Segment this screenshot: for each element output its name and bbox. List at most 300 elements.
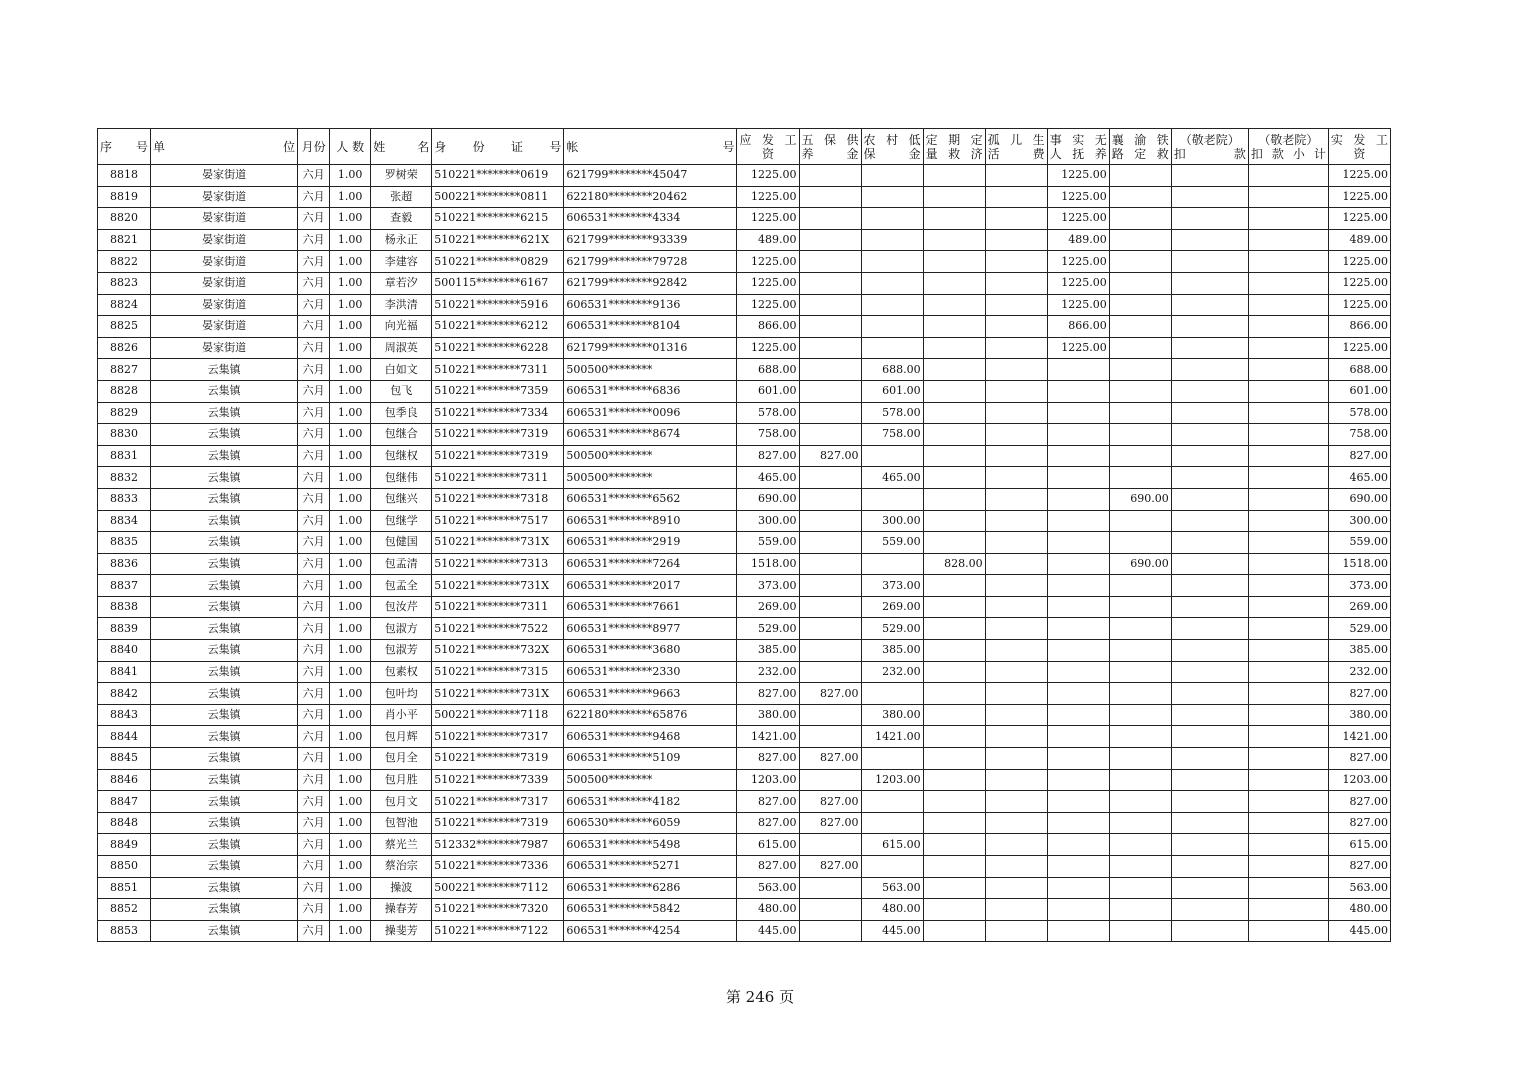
cell-guer — [985, 640, 1047, 662]
cell-unit: 云集镇 — [151, 812, 298, 834]
cell-jly-subtotal — [1248, 402, 1328, 424]
cell-account: 606531********0096 — [564, 402, 737, 424]
cell-month: 六月 — [298, 359, 330, 381]
cell-guer — [985, 683, 1047, 705]
cell-guer — [985, 920, 1047, 942]
cell-unit: 云集镇 — [151, 488, 298, 510]
cell-payable: 688.00 — [737, 359, 799, 381]
cell-jly-subtotal — [1248, 748, 1328, 770]
cell-dibao: 380.00 — [861, 704, 923, 726]
header-name: 姓 名 — [371, 129, 432, 165]
cell-wubao — [799, 294, 861, 316]
table-row — [98, 251, 1391, 273]
cell-xiangyu — [1109, 920, 1171, 942]
cell-id-number: 500221********7118 — [432, 704, 564, 726]
cell-unit: 云集镇 — [151, 877, 298, 899]
header-wubao: 五 保 供 养 金 — [799, 129, 861, 165]
cell-xiangyu — [1109, 769, 1171, 791]
cell-id-number: 510221********732X — [432, 640, 564, 662]
cell-shishi — [1047, 467, 1109, 489]
cell-name: 蔡治宗 — [371, 856, 432, 878]
cell-guer — [985, 229, 1047, 251]
cell-unit: 云集镇 — [151, 424, 298, 446]
header-dingliang: 定 期 定 量 救 济 — [923, 129, 985, 165]
cell-name: 包汝芹 — [371, 596, 432, 618]
cell-shishi: 1225.00 — [1047, 186, 1109, 208]
cell-name: 包智池 — [371, 812, 432, 834]
cell-wubao — [799, 920, 861, 942]
table-row — [98, 748, 1391, 770]
cell-jly-subtotal — [1248, 251, 1328, 273]
cell-month: 六月 — [298, 337, 330, 359]
cell-jly-subtotal — [1248, 229, 1328, 251]
cell-actual: 1225.00 — [1328, 337, 1390, 359]
cell-payable: 1225.00 — [737, 186, 799, 208]
cell-jly-deduction — [1171, 553, 1248, 575]
cell-xiangyu — [1109, 575, 1171, 597]
cell-id-number: 510221********0619 — [432, 165, 564, 187]
cell-jly-subtotal — [1248, 704, 1328, 726]
cell-unit: 云集镇 — [151, 920, 298, 942]
cell-payable: 380.00 — [737, 704, 799, 726]
cell-name: 操波 — [371, 877, 432, 899]
cell-month: 六月 — [298, 856, 330, 878]
cell-guer — [985, 165, 1047, 187]
cell-dibao — [861, 186, 923, 208]
cell-month: 六月 — [298, 704, 330, 726]
cell-payable: 563.00 — [737, 877, 799, 899]
cell-xiangyu — [1109, 510, 1171, 532]
cell-count: 1.00 — [330, 899, 371, 921]
cell-account: 606531********5842 — [564, 899, 737, 921]
cell-dingliang — [923, 640, 985, 662]
cell-shishi — [1047, 359, 1109, 381]
cell-wubao — [799, 661, 861, 683]
cell-count: 1.00 — [330, 596, 371, 618]
header-guer: 孤 儿 生 活 费 — [985, 129, 1047, 165]
cell-dibao — [861, 856, 923, 878]
cell-account: 621799********92842 — [564, 272, 737, 294]
cell-month: 六月 — [298, 553, 330, 575]
cell-account: 621799********79728 — [564, 251, 737, 273]
cell-account: 500500******** — [564, 359, 737, 381]
cell-payable: 1203.00 — [737, 769, 799, 791]
table-row — [98, 467, 1391, 489]
cell-dingliang — [923, 812, 985, 834]
cell-guer — [985, 337, 1047, 359]
cell-jly-deduction — [1171, 402, 1248, 424]
cell-account: 606531********9136 — [564, 294, 737, 316]
cell-xiangyu — [1109, 359, 1171, 381]
cell-dingliang — [923, 186, 985, 208]
cell-shishi: 1225.00 — [1047, 294, 1109, 316]
header-id: 身 份 证 号 — [432, 129, 564, 165]
cell-name: 李洪清 — [371, 294, 432, 316]
cell-actual: 373.00 — [1328, 575, 1390, 597]
cell-unit: 云集镇 — [151, 402, 298, 424]
cell-guer — [985, 704, 1047, 726]
cell-wubao: 827.00 — [799, 748, 861, 770]
cell-unit: 晏家街道 — [151, 208, 298, 230]
cell-guer — [985, 316, 1047, 338]
cell-jly-deduction — [1171, 294, 1248, 316]
cell-count: 1.00 — [330, 251, 371, 273]
cell-seq: 8839 — [98, 618, 151, 640]
cell-name: 包健国 — [371, 532, 432, 554]
cell-guer — [985, 380, 1047, 402]
cell-month: 六月 — [298, 640, 330, 662]
cell-count: 1.00 — [330, 618, 371, 640]
cell-actual: 1421.00 — [1328, 726, 1390, 748]
cell-id-number: 510221********7319 — [432, 424, 564, 446]
cell-xiangyu — [1109, 294, 1171, 316]
cell-dibao — [861, 208, 923, 230]
cell-dingliang — [923, 402, 985, 424]
cell-unit: 云集镇 — [151, 359, 298, 381]
cell-unit: 晏家街道 — [151, 186, 298, 208]
cell-count: 1.00 — [330, 553, 371, 575]
cell-actual: 615.00 — [1328, 834, 1390, 856]
cell-unit: 云集镇 — [151, 834, 298, 856]
cell-count: 1.00 — [330, 683, 371, 705]
cell-jly-subtotal — [1248, 553, 1328, 575]
cell-unit: 云集镇 — [151, 380, 298, 402]
cell-shishi — [1047, 920, 1109, 942]
cell-guer — [985, 769, 1047, 791]
cell-dibao: 688.00 — [861, 359, 923, 381]
cell-name: 罗树荣 — [371, 165, 432, 187]
cell-id-number: 510221********6212 — [432, 316, 564, 338]
cell-seq: 8837 — [98, 575, 151, 597]
cell-seq: 8849 — [98, 834, 151, 856]
cell-jly-deduction — [1171, 920, 1248, 942]
cell-shishi — [1047, 748, 1109, 770]
cell-count: 1.00 — [330, 769, 371, 791]
cell-payable: 1225.00 — [737, 165, 799, 187]
cell-dibao: 529.00 — [861, 618, 923, 640]
cell-name: 包孟清 — [371, 553, 432, 575]
cell-seq: 8826 — [98, 337, 151, 359]
header-actual: 实 发 工 资 — [1328, 129, 1390, 165]
cell-name: 包素权 — [371, 661, 432, 683]
cell-count: 1.00 — [330, 186, 371, 208]
cell-name: 张超 — [371, 186, 432, 208]
cell-account: 606531********7661 — [564, 596, 737, 618]
cell-jly-deduction — [1171, 618, 1248, 640]
table-row — [98, 165, 1391, 187]
cell-seq: 8823 — [98, 272, 151, 294]
cell-jly-deduction — [1171, 704, 1248, 726]
cell-id-number: 500221********7112 — [432, 877, 564, 899]
cell-unit: 云集镇 — [151, 575, 298, 597]
cell-shishi: 1225.00 — [1047, 337, 1109, 359]
cell-count: 1.00 — [330, 488, 371, 510]
cell-jly-deduction — [1171, 726, 1248, 748]
cell-jly-deduction — [1171, 445, 1248, 467]
cell-id-number: 510221********7311 — [432, 596, 564, 618]
cell-actual: 1225.00 — [1328, 165, 1390, 187]
cell-wubao — [799, 251, 861, 273]
cell-dingliang — [923, 532, 985, 554]
cell-guer — [985, 661, 1047, 683]
cell-jly-deduction — [1171, 661, 1248, 683]
cell-jly-subtotal — [1248, 186, 1328, 208]
cell-xiangyu — [1109, 596, 1171, 618]
cell-wubao — [799, 316, 861, 338]
cell-jly-subtotal — [1248, 834, 1328, 856]
cell-payable: 1225.00 — [737, 294, 799, 316]
cell-month: 六月 — [298, 920, 330, 942]
cell-jly-subtotal — [1248, 856, 1328, 878]
cell-id-number: 510221********7522 — [432, 618, 564, 640]
cell-count: 1.00 — [330, 704, 371, 726]
cell-dingliang — [923, 661, 985, 683]
cell-wubao — [799, 704, 861, 726]
cell-actual: 559.00 — [1328, 532, 1390, 554]
cell-guer — [985, 402, 1047, 424]
cell-jly-subtotal — [1248, 316, 1328, 338]
cell-account: 606531********8910 — [564, 510, 737, 532]
cell-payable: 1518.00 — [737, 553, 799, 575]
cell-id-number: 510221********7317 — [432, 726, 564, 748]
cell-count: 1.00 — [330, 812, 371, 834]
cell-payable: 1225.00 — [737, 272, 799, 294]
cell-account: 621799********45047 — [564, 165, 737, 187]
cell-guer — [985, 208, 1047, 230]
cell-actual: 1225.00 — [1328, 251, 1390, 273]
cell-dibao: 578.00 — [861, 402, 923, 424]
table-row — [98, 834, 1391, 856]
cell-account: 622180********20462 — [564, 186, 737, 208]
cell-actual: 827.00 — [1328, 812, 1390, 834]
cell-xiangyu — [1109, 251, 1171, 273]
cell-name: 肖小平 — [371, 704, 432, 726]
cell-wubao — [799, 877, 861, 899]
header-month: 月份 — [298, 129, 330, 165]
cell-actual: 445.00 — [1328, 920, 1390, 942]
cell-payable: 1421.00 — [737, 726, 799, 748]
cell-jly-deduction — [1171, 769, 1248, 791]
table-row — [98, 337, 1391, 359]
cell-payable: 690.00 — [737, 488, 799, 510]
cell-xiangyu — [1109, 704, 1171, 726]
cell-jly-deduction — [1171, 251, 1248, 273]
cell-payable: 601.00 — [737, 380, 799, 402]
cell-jly-deduction — [1171, 359, 1248, 381]
cell-jly-deduction — [1171, 791, 1248, 813]
cell-shishi — [1047, 596, 1109, 618]
cell-xiangyu — [1109, 899, 1171, 921]
cell-wubao — [799, 380, 861, 402]
cell-account: 606531********8674 — [564, 424, 737, 446]
cell-dingliang — [923, 294, 985, 316]
cell-count: 1.00 — [330, 575, 371, 597]
cell-month: 六月 — [298, 532, 330, 554]
cell-shishi — [1047, 510, 1109, 532]
cell-actual: 827.00 — [1328, 683, 1390, 705]
cell-seq: 8821 — [98, 229, 151, 251]
cell-dingliang — [923, 596, 985, 618]
table-row — [98, 532, 1391, 554]
cell-count: 1.00 — [330, 467, 371, 489]
cell-wubao — [799, 186, 861, 208]
table-row — [98, 877, 1391, 899]
table-header — [98, 129, 1391, 165]
table-row — [98, 359, 1391, 381]
cell-month: 六月 — [298, 316, 330, 338]
cell-seq: 8850 — [98, 856, 151, 878]
cell-wubao — [799, 165, 861, 187]
cell-unit: 晏家街道 — [151, 165, 298, 187]
cell-shishi: 1225.00 — [1047, 208, 1109, 230]
cell-dibao: 1203.00 — [861, 769, 923, 791]
cell-actual: 489.00 — [1328, 229, 1390, 251]
cell-id-number: 510221********5916 — [432, 294, 564, 316]
cell-jly-subtotal — [1248, 726, 1328, 748]
cell-dingliang — [923, 683, 985, 705]
cell-payable: 1225.00 — [737, 208, 799, 230]
cell-id-number: 510221********0829 — [432, 251, 564, 273]
cell-seq: 8853 — [98, 920, 151, 942]
cell-jly-subtotal — [1248, 424, 1328, 446]
cell-seq: 8843 — [98, 704, 151, 726]
cell-jly-deduction — [1171, 640, 1248, 662]
cell-seq: 8831 — [98, 445, 151, 467]
cell-name: 包继兴 — [371, 488, 432, 510]
cell-jly-subtotal — [1248, 380, 1328, 402]
table-row — [98, 272, 1391, 294]
cell-month: 六月 — [298, 726, 330, 748]
cell-payable: 480.00 — [737, 899, 799, 921]
cell-count: 1.00 — [330, 208, 371, 230]
table-row — [98, 856, 1391, 878]
cell-month: 六月 — [298, 272, 330, 294]
cell-actual: 1225.00 — [1328, 208, 1390, 230]
cell-dingliang — [923, 856, 985, 878]
table-row — [98, 445, 1391, 467]
cell-dibao — [861, 251, 923, 273]
cell-month: 六月 — [298, 488, 330, 510]
cell-unit: 云集镇 — [151, 683, 298, 705]
cell-payable: 373.00 — [737, 575, 799, 597]
cell-xiangyu — [1109, 337, 1171, 359]
cell-seq: 8838 — [98, 596, 151, 618]
cell-account: 606531********8104 — [564, 316, 737, 338]
cell-unit: 云集镇 — [151, 899, 298, 921]
cell-xiangyu — [1109, 229, 1171, 251]
cell-id-number: 512332********7987 — [432, 834, 564, 856]
cell-wubao — [799, 553, 861, 575]
cell-name: 包月全 — [371, 748, 432, 770]
cell-month: 六月 — [298, 380, 330, 402]
cell-jly-subtotal — [1248, 575, 1328, 597]
cell-xiangyu — [1109, 877, 1171, 899]
cell-count: 1.00 — [330, 834, 371, 856]
table-row — [98, 683, 1391, 705]
cell-unit: 云集镇 — [151, 856, 298, 878]
cell-month: 六月 — [298, 834, 330, 856]
cell-dingliang — [923, 445, 985, 467]
cell-count: 1.00 — [330, 726, 371, 748]
cell-seq: 8824 — [98, 294, 151, 316]
cell-jly-deduction — [1171, 812, 1248, 834]
cell-xiangyu — [1109, 812, 1171, 834]
cell-wubao — [799, 272, 861, 294]
cell-name: 包孟全 — [371, 575, 432, 597]
cell-wubao — [799, 575, 861, 597]
cell-dingliang — [923, 251, 985, 273]
cell-guer — [985, 596, 1047, 618]
cell-xiangyu: 690.00 — [1109, 553, 1171, 575]
cell-account: 606530********6059 — [564, 812, 737, 834]
cell-jly-subtotal — [1248, 920, 1328, 942]
cell-id-number: 510221********621X — [432, 229, 564, 251]
cell-dibao: 563.00 — [861, 877, 923, 899]
cell-wubao — [799, 769, 861, 791]
cell-payable: 559.00 — [737, 532, 799, 554]
cell-dibao — [861, 748, 923, 770]
cell-actual: 601.00 — [1328, 380, 1390, 402]
cell-dibao — [861, 272, 923, 294]
cell-account: 606531********3680 — [564, 640, 737, 662]
cell-xiangyu — [1109, 748, 1171, 770]
cell-month: 六月 — [298, 661, 330, 683]
cell-seq: 8835 — [98, 532, 151, 554]
cell-payable: 827.00 — [737, 683, 799, 705]
cell-month: 六月 — [298, 596, 330, 618]
cell-jly-subtotal — [1248, 640, 1328, 662]
cell-shishi — [1047, 640, 1109, 662]
cell-actual: 827.00 — [1328, 748, 1390, 770]
table-row — [98, 596, 1391, 618]
cell-guer — [985, 186, 1047, 208]
cell-actual: 380.00 — [1328, 704, 1390, 726]
cell-dibao — [861, 316, 923, 338]
cell-payable: 269.00 — [737, 596, 799, 618]
cell-guer — [985, 791, 1047, 813]
cell-guer — [985, 877, 1047, 899]
cell-guer — [985, 272, 1047, 294]
cell-dibao: 559.00 — [861, 532, 923, 554]
cell-id-number: 510221********7319 — [432, 445, 564, 467]
cell-guer — [985, 618, 1047, 640]
cell-dibao: 385.00 — [861, 640, 923, 662]
cell-month: 六月 — [298, 510, 330, 532]
cell-jly-subtotal — [1248, 683, 1328, 705]
cell-guer — [985, 532, 1047, 554]
cell-jly-subtotal — [1248, 488, 1328, 510]
table-row — [98, 553, 1391, 575]
cell-id-number: 510221********7318 — [432, 488, 564, 510]
cell-xiangyu — [1109, 186, 1171, 208]
cell-xiangyu — [1109, 208, 1171, 230]
cell-guer — [985, 553, 1047, 575]
cell-jly-deduction — [1171, 488, 1248, 510]
cell-actual: 232.00 — [1328, 661, 1390, 683]
cell-shishi — [1047, 877, 1109, 899]
cell-wubao — [799, 726, 861, 748]
cell-payable: 827.00 — [737, 791, 799, 813]
cell-dingliang — [923, 877, 985, 899]
cell-unit: 晏家街道 — [151, 229, 298, 251]
cell-name: 李建容 — [371, 251, 432, 273]
cell-payable: 827.00 — [737, 445, 799, 467]
cell-count: 1.00 — [330, 294, 371, 316]
cell-guer — [985, 726, 1047, 748]
cell-jly-deduction — [1171, 532, 1248, 554]
cell-shishi: 1225.00 — [1047, 251, 1109, 273]
cell-seq: 8841 — [98, 661, 151, 683]
